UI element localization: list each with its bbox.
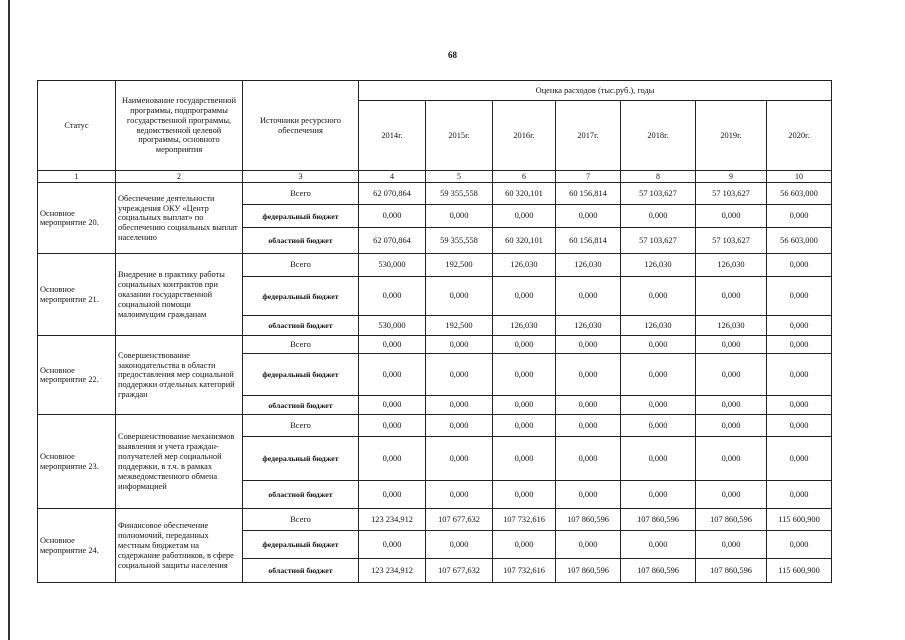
expense-value: 0,000 bbox=[426, 277, 493, 316]
expense-value: 60 320,101 bbox=[493, 228, 556, 254]
expense-value: 0,000 bbox=[359, 415, 426, 437]
expense-value: 107 732,616 bbox=[493, 559, 556, 583]
funding-source: Всего bbox=[243, 336, 359, 354]
expense-value: 62 070,864 bbox=[359, 228, 426, 254]
funding-source: областной бюджет bbox=[243, 396, 359, 415]
expense-value: 0,000 bbox=[426, 336, 493, 354]
expense-value: 0,000 bbox=[767, 481, 832, 509]
funding-source: федеральный бюджет bbox=[243, 437, 359, 481]
expense-value: 60 320,101 bbox=[493, 183, 556, 205]
funding-source: федеральный бюджет bbox=[243, 277, 359, 316]
expense-value: 107 860,596 bbox=[556, 559, 621, 583]
header-year: 2019г. bbox=[696, 101, 767, 171]
expense-value: 126,030 bbox=[493, 254, 556, 277]
expense-value: 57 103,627 bbox=[621, 228, 696, 254]
expense-value: 0,000 bbox=[767, 316, 832, 336]
activity-name: Внедрение в практику работы социальных контрактов при оказании государственной социальной помощи малоимущим гражданам bbox=[116, 254, 243, 336]
expense-value: 0,000 bbox=[556, 396, 621, 415]
header-estimate: Оценка расходов (тыс.руб.), годы bbox=[359, 81, 832, 101]
expense-value: 62 070,864 bbox=[359, 183, 426, 205]
expense-value: 0,000 bbox=[621, 336, 696, 354]
expense-value: 0,000 bbox=[767, 354, 832, 396]
activity-status: Основное мероприятие 20. bbox=[38, 183, 116, 254]
expense-value: 59 355,558 bbox=[426, 183, 493, 205]
expense-value: 0,000 bbox=[426, 481, 493, 509]
expense-value: 0,000 bbox=[621, 277, 696, 316]
expense-value: 0,000 bbox=[426, 396, 493, 415]
expense-value: 530,000 bbox=[359, 316, 426, 336]
expense-value: 0,000 bbox=[493, 205, 556, 228]
expense-value: 107 677,632 bbox=[426, 559, 493, 583]
expense-value: 59 355,558 bbox=[426, 228, 493, 254]
expense-value: 126,030 bbox=[556, 254, 621, 277]
expense-value: 56 603,000 bbox=[767, 228, 832, 254]
expense-value: 0,000 bbox=[493, 437, 556, 481]
expense-value: 0,000 bbox=[767, 205, 832, 228]
funding-source: Всего bbox=[243, 509, 359, 531]
expense-value: 57 103,627 bbox=[621, 183, 696, 205]
funding-source: Всего bbox=[243, 415, 359, 437]
header-year: 2016г. bbox=[493, 101, 556, 171]
activity-name: Совершенствование механизмов выявления и учета граждан-получателей мер социальной поддержки, в т.ч. в рамках межведомственного обмена информацией bbox=[116, 415, 243, 509]
expense-value: 0,000 bbox=[621, 437, 696, 481]
expense-value: 60 156,814 bbox=[556, 183, 621, 205]
expense-value: 192,500 bbox=[426, 316, 493, 336]
expense-value: 0,000 bbox=[621, 205, 696, 228]
expense-value: 115 600,900 bbox=[767, 509, 832, 531]
funding-source: Всего bbox=[243, 254, 359, 277]
column-number: 1 bbox=[38, 171, 116, 183]
expense-value: 0,000 bbox=[359, 277, 426, 316]
expense-value: 0,000 bbox=[556, 354, 621, 396]
expense-value: 0,000 bbox=[696, 415, 767, 437]
expense-value: 0,000 bbox=[426, 531, 493, 559]
activity-name: Совершенствование законодательства в области предоставления мер социальной поддержки отдельных категорий граждан bbox=[116, 336, 243, 415]
expense-value: 0,000 bbox=[621, 531, 696, 559]
activity-name: Обеспечение деятельности учреждения ОКУ «Центр социальных выплат» по обеспечению социальных выплат населению bbox=[116, 183, 243, 254]
expense-value: 0,000 bbox=[556, 205, 621, 228]
expense-value: 0,000 bbox=[493, 415, 556, 437]
expense-value: 107 860,596 bbox=[621, 509, 696, 531]
expense-value: 0,000 bbox=[696, 481, 767, 509]
expense-value: 107 860,596 bbox=[556, 509, 621, 531]
expense-value: 0,000 bbox=[359, 481, 426, 509]
header-name: Наименование государственной программы, подпрограммы государственной программы, ведомственной целевой программы, основного мероприятия bbox=[116, 81, 243, 171]
expense-value: 0,000 bbox=[621, 396, 696, 415]
activity-row bbox=[38, 183, 832, 205]
expense-value: 126,030 bbox=[696, 316, 767, 336]
column-number-row bbox=[38, 171, 832, 183]
expense-value: 0,000 bbox=[493, 531, 556, 559]
funding-source: областной бюджет bbox=[243, 481, 359, 509]
expense-value: 0,000 bbox=[426, 205, 493, 228]
expense-value: 107 860,596 bbox=[696, 559, 767, 583]
expense-value: 0,000 bbox=[556, 437, 621, 481]
expense-value: 0,000 bbox=[767, 531, 832, 559]
expense-value: 107 677,632 bbox=[426, 509, 493, 531]
expense-value: 0,000 bbox=[696, 437, 767, 481]
expense-value: 0,000 bbox=[556, 277, 621, 316]
expense-value: 0,000 bbox=[696, 396, 767, 415]
expense-value: 0,000 bbox=[696, 531, 767, 559]
funding-source: областной бюджет bbox=[243, 316, 359, 336]
page-edge-line bbox=[8, 0, 10, 640]
expense-value: 0,000 bbox=[696, 336, 767, 354]
expense-value: 0,000 bbox=[426, 437, 493, 481]
expense-value: 0,000 bbox=[359, 354, 426, 396]
activity-name: Финансовое обеспечение полномочий, переданных местным бюджетам на содержание работников, в сфере социальной защиты населения bbox=[116, 509, 243, 583]
activity-status: Основное мероприятие 23. bbox=[38, 415, 116, 509]
header-status: Статус bbox=[38, 81, 116, 171]
column-number: 3 bbox=[243, 171, 359, 183]
expense-value: 0,000 bbox=[621, 415, 696, 437]
expense-value: 0,000 bbox=[556, 415, 621, 437]
activity-row bbox=[38, 509, 832, 531]
expense-value: 0,000 bbox=[556, 481, 621, 509]
expense-value: 0,000 bbox=[767, 437, 832, 481]
expense-value: 530,000 bbox=[359, 254, 426, 277]
expense-value: 0,000 bbox=[493, 481, 556, 509]
column-number: 6 bbox=[493, 171, 556, 183]
funding-source: областной бюджет bbox=[243, 559, 359, 583]
expense-value: 57 103,627 bbox=[696, 183, 767, 205]
expense-value: 0,000 bbox=[493, 396, 556, 415]
expense-value: 0,000 bbox=[621, 354, 696, 396]
header-row bbox=[38, 81, 832, 101]
expense-value: 0,000 bbox=[359, 437, 426, 481]
expense-value: 107 860,596 bbox=[621, 559, 696, 583]
expense-value: 0,000 bbox=[621, 481, 696, 509]
expense-value: 0,000 bbox=[359, 531, 426, 559]
expense-value: 126,030 bbox=[696, 254, 767, 277]
column-number: 4 bbox=[359, 171, 426, 183]
expenditure-table bbox=[37, 80, 832, 583]
column-number: 7 bbox=[556, 171, 621, 183]
expense-value: 0,000 bbox=[359, 396, 426, 415]
expense-value: 57 103,627 bbox=[696, 228, 767, 254]
expense-value: 126,030 bbox=[621, 254, 696, 277]
expense-value: 0,000 bbox=[493, 277, 556, 316]
expense-value: 192,500 bbox=[426, 254, 493, 277]
expense-value: 126,030 bbox=[556, 316, 621, 336]
funding-source: Всего bbox=[243, 183, 359, 205]
expense-value: 0,000 bbox=[767, 396, 832, 415]
activity-row bbox=[38, 254, 832, 277]
expense-value: 0,000 bbox=[359, 336, 426, 354]
funding-source: федеральный бюджет bbox=[243, 205, 359, 228]
header-year: 2014г. bbox=[359, 101, 426, 171]
activity-status: Основное мероприятие 21. bbox=[38, 254, 116, 336]
expense-value: 123 234,912 bbox=[359, 559, 426, 583]
page-number: 68 bbox=[448, 50, 457, 60]
header-year: 2017г. bbox=[556, 101, 621, 171]
expense-value: 0,000 bbox=[556, 531, 621, 559]
column-number: 5 bbox=[426, 171, 493, 183]
expense-value: 0,000 bbox=[767, 254, 832, 277]
expense-value: 0,000 bbox=[359, 205, 426, 228]
funding-source: федеральный бюджет bbox=[243, 531, 359, 559]
expense-value: 0,000 bbox=[696, 354, 767, 396]
header-year: 2015г. bbox=[426, 101, 493, 171]
column-number: 2 bbox=[116, 171, 243, 183]
expense-value: 0,000 bbox=[493, 336, 556, 354]
column-number: 9 bbox=[696, 171, 767, 183]
activity-row bbox=[38, 336, 832, 354]
expense-value: 126,030 bbox=[493, 316, 556, 336]
activity-row bbox=[38, 415, 832, 437]
expense-value: 126,030 bbox=[621, 316, 696, 336]
header-year: 2018г. bbox=[621, 101, 696, 171]
expense-value: 0,000 bbox=[767, 415, 832, 437]
expense-value: 0,000 bbox=[696, 205, 767, 228]
expense-value: 107 732,616 bbox=[493, 509, 556, 531]
activity-status: Основное мероприятие 22. bbox=[38, 336, 116, 415]
funding-source: федеральный бюджет bbox=[243, 354, 359, 396]
expense-value: 56 603,000 bbox=[767, 183, 832, 205]
expense-value: 0,000 bbox=[493, 354, 556, 396]
expense-value: 0,000 bbox=[767, 336, 832, 354]
header-year: 2020г. bbox=[767, 101, 832, 171]
expense-value: 123 234,912 bbox=[359, 509, 426, 531]
expense-value: 0,000 bbox=[696, 277, 767, 316]
activity-status: Основное мероприятие 24. bbox=[38, 509, 116, 583]
funding-source: областной бюджет bbox=[243, 228, 359, 254]
header-sources: Источники ресурсного обеспечения bbox=[243, 81, 359, 171]
expense-value: 0,000 bbox=[556, 336, 621, 354]
expense-value: 0,000 bbox=[426, 415, 493, 437]
expense-value: 0,000 bbox=[426, 354, 493, 396]
expense-value: 115 600,900 bbox=[767, 559, 832, 583]
column-number: 8 bbox=[621, 171, 696, 183]
column-number: 10 bbox=[767, 171, 832, 183]
expense-value: 0,000 bbox=[767, 277, 832, 316]
expense-value: 60 156,814 bbox=[556, 228, 621, 254]
expense-value: 107 860,596 bbox=[696, 509, 767, 531]
